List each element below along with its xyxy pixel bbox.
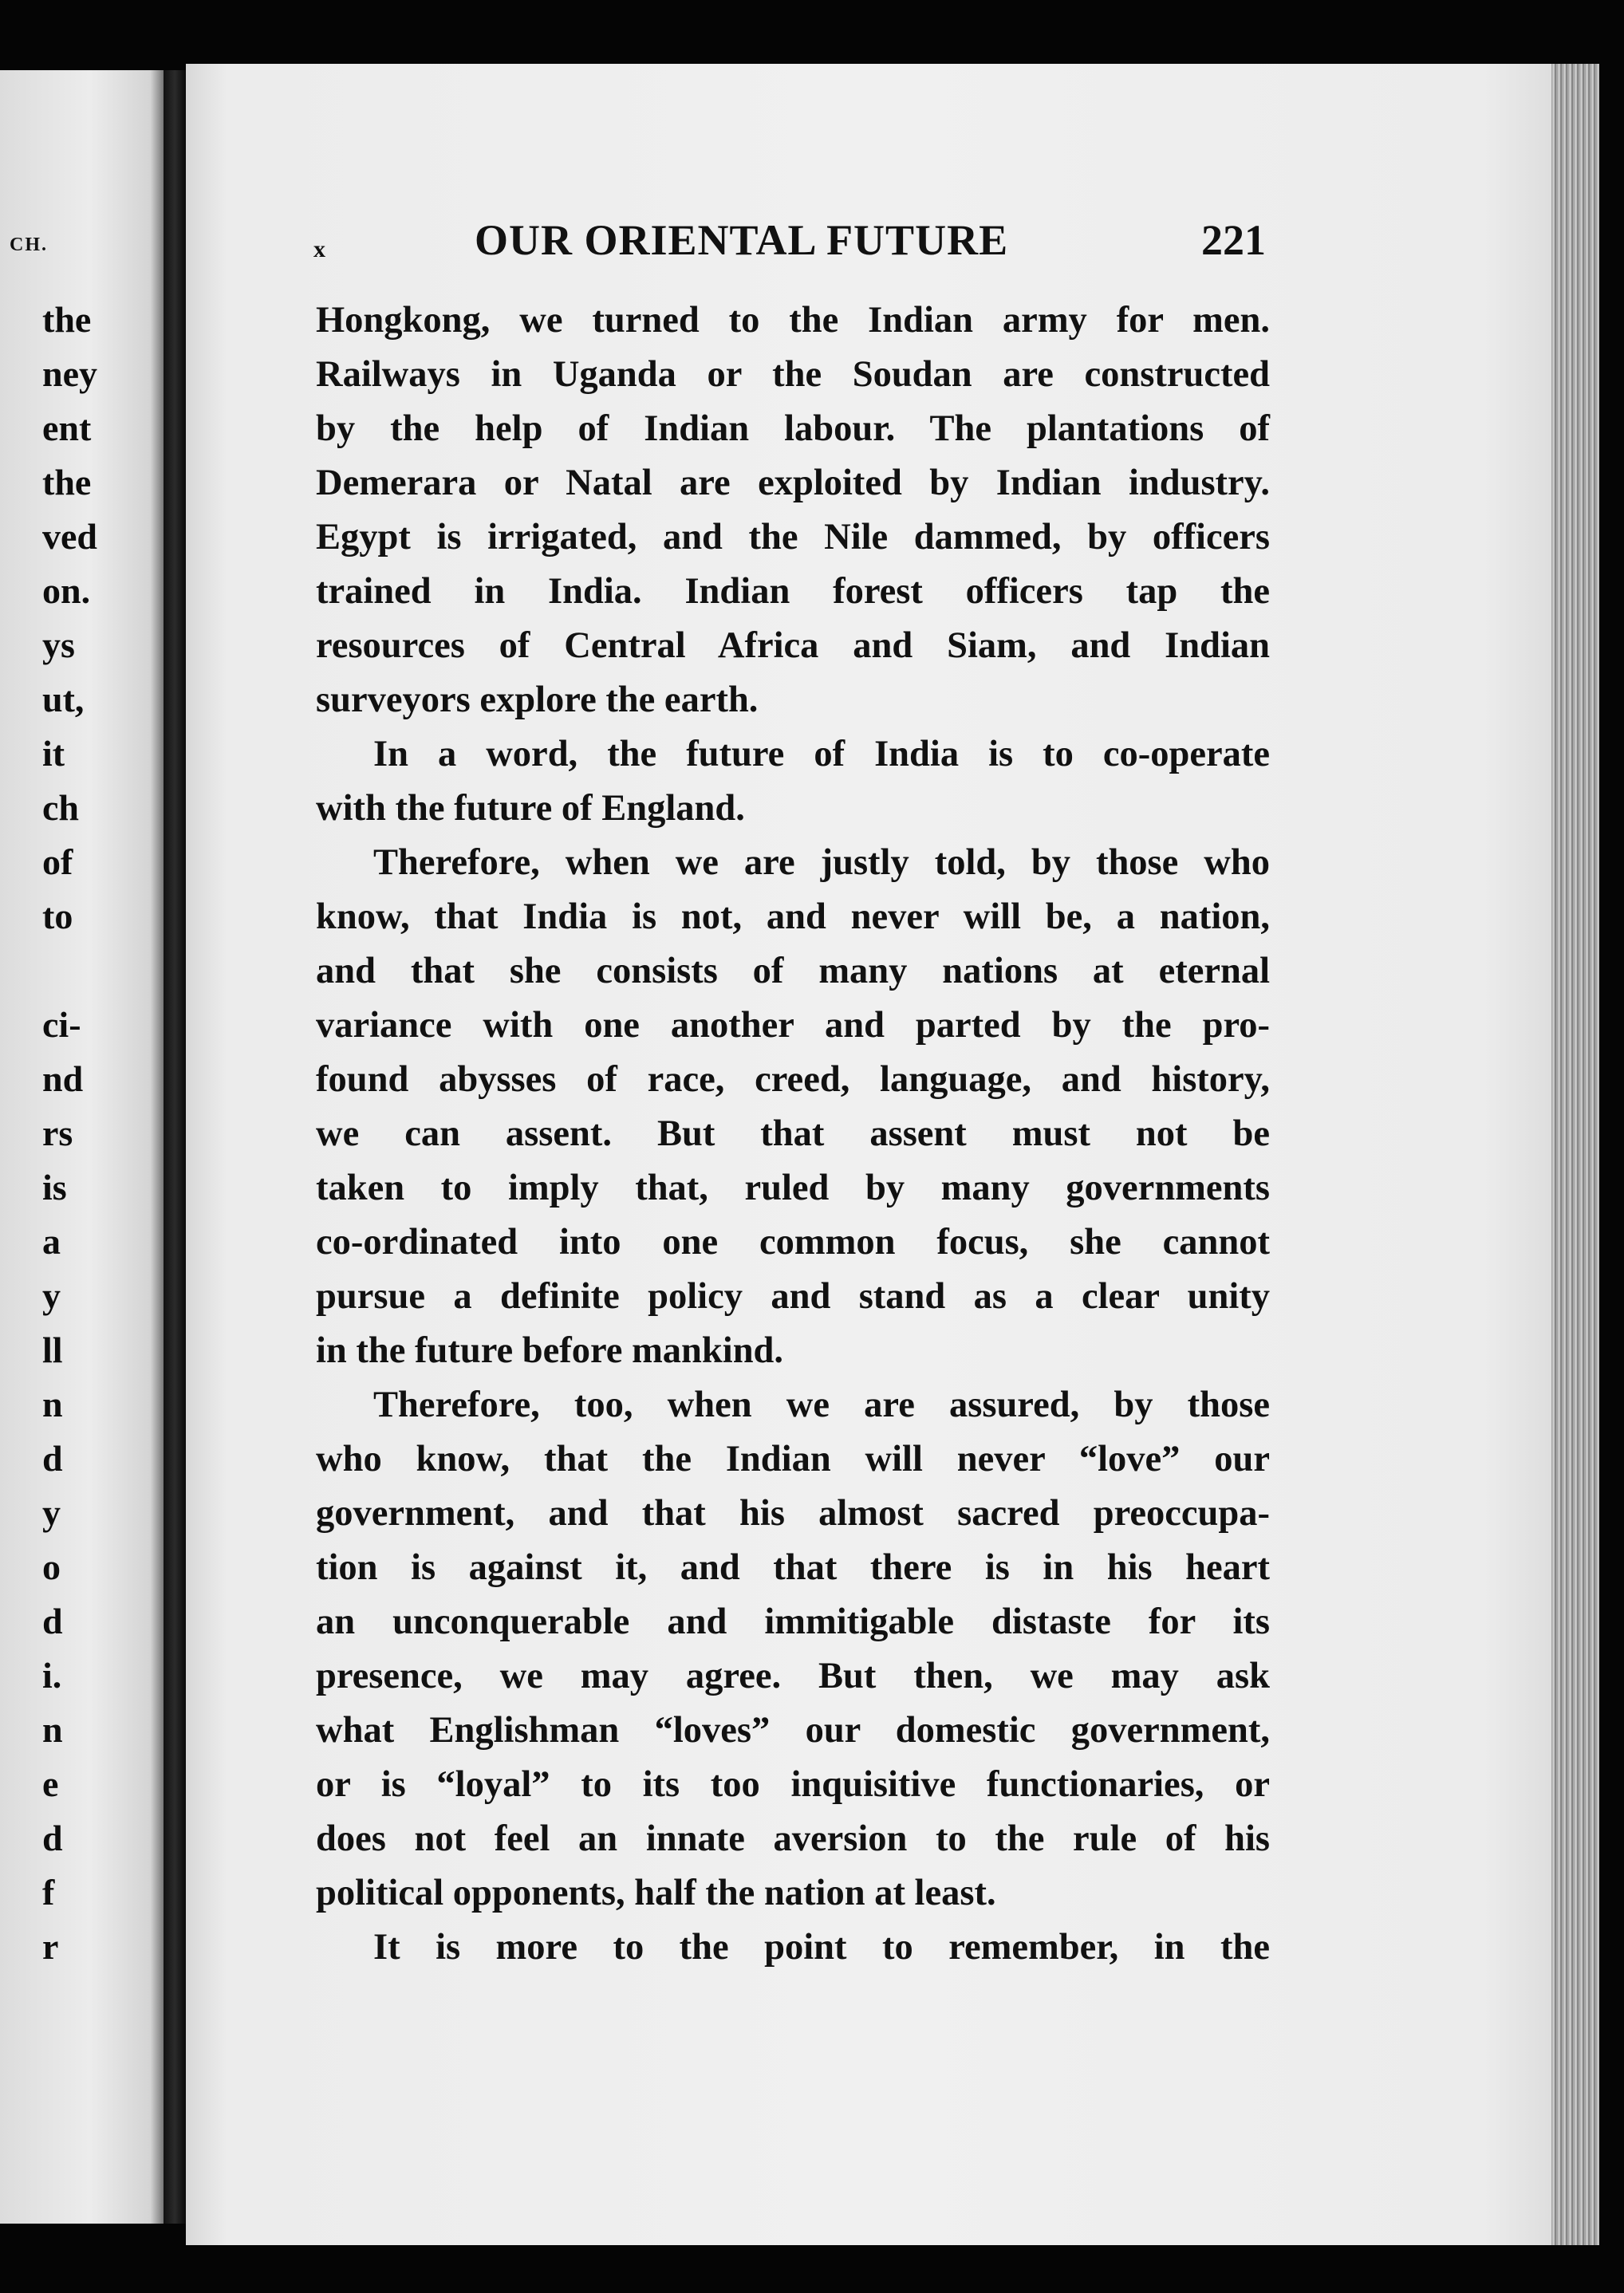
left-page-fragment: ll (42, 1330, 63, 1370)
left-page-header: CH. (10, 234, 48, 255)
text-line: in the future before mankind. (316, 1330, 784, 1371)
text-line: variance with one another and parted by the pro- (316, 1005, 1270, 1046)
page-edges (1551, 64, 1599, 2245)
book-gutter (164, 70, 186, 2224)
left-page-fragment: nd (42, 1058, 84, 1099)
left-page-fragment: a (42, 1221, 61, 1262)
text-line: Demerara or Natal are exploited by Indian industry. (316, 463, 1270, 503)
left-page-fragment: n (42, 1709, 63, 1750)
text-line: know, that India is not, and never will be, a nation, (316, 896, 1270, 937)
text-line: Hongkong, we turned to the Indian army for men. (316, 300, 1270, 341)
left-page-fragment: d (42, 1818, 63, 1858)
text-line: with the future of England. (316, 788, 745, 829)
text-line: presence, we may agree. But then, we may ask (316, 1656, 1270, 1696)
text-line: Railways in Uganda or the Soudan are constructed (316, 354, 1270, 395)
text-line: government, and that his almost sacred preoccupa- (316, 1493, 1270, 1534)
text-line: and that she consists of many nations at eternal (316, 951, 1270, 991)
left-page-fragment: ci- (42, 1004, 81, 1045)
left-page-fragment: d (42, 1438, 63, 1479)
left-page-fragment: to (42, 896, 73, 936)
text-line: pursue a definite policy and stand as a clear unity (316, 1276, 1270, 1317)
left-page-fragment: of (42, 841, 73, 882)
body-text (316, 294, 1270, 1975)
text-line: trained in India. Indian forest officers tap the (316, 571, 1270, 612)
running-title: OUR ORIENTAL FUTURE (475, 216, 1009, 264)
section-marker: x (313, 236, 325, 262)
page-number: 221 (1201, 216, 1266, 264)
left-page-fragment: y (42, 1492, 61, 1533)
left-page-fragment: f (42, 1872, 55, 1913)
left-page-fragment: i. (42, 1655, 62, 1696)
text-line: what Englishman “loves” our domestic government, (316, 1710, 1270, 1751)
text-line: taken to imply that, ruled by many governments (316, 1168, 1270, 1208)
left-page-fragment: n (42, 1384, 63, 1424)
left-page-fragment: rs (42, 1113, 73, 1153)
left-page-fragment: ys (42, 624, 75, 665)
left-page-fragment: ent (42, 408, 92, 448)
left-page-fragment: y (42, 1275, 61, 1316)
text-line: co-ordinated into one common focus, she cannot (316, 1222, 1270, 1263)
left-page-fragment: ved (42, 516, 97, 557)
text-line: Therefore, too, when we are assured, by those (373, 1385, 1270, 1425)
left-page-fragment: d (42, 1601, 63, 1641)
text-line: Therefore, when we are justly told, by those who (373, 842, 1270, 883)
text-line: Egypt is irrigated, and the Nile dammed, by officers (316, 517, 1270, 557)
left-page-fragment: is (42, 1167, 67, 1208)
left-page-fragment: on. (42, 570, 91, 611)
text-line: does not feel an innate aversion to the rule of his (316, 1818, 1270, 1859)
text-line: by the help of Indian labour. The plantations of (316, 408, 1270, 449)
text-line: In a word, the future of India is to co-operate (373, 734, 1270, 774)
text-line: we can assent. But that assent must not be (316, 1113, 1270, 1154)
left-page-fragment: ney (42, 353, 97, 394)
left-page-fragment: o (42, 1546, 61, 1587)
left-page-fragment: it (42, 733, 65, 774)
text-line: It is more to the point to remember, in the (373, 1927, 1270, 1968)
left-page-fragment: ch (42, 787, 79, 828)
left-page-fragment: e (42, 1763, 59, 1804)
text-line: an unconquerable and immitigable distaste for its (316, 1602, 1270, 1642)
left-page-fragment: r (42, 1926, 59, 1967)
text-line: political opponents, half the nation at least. (316, 1873, 996, 1913)
running-header (313, 215, 1271, 263)
text-line: resources of Central Africa and Siam, and Indian (316, 625, 1270, 666)
text-line: who know, that the Indian will never “love” our (316, 1439, 1270, 1479)
text-line: or is “loyal” to its too inquisitive functionaries, or (316, 1764, 1270, 1805)
text-line: tion is against it, and that there is in his heart (316, 1547, 1270, 1588)
text-line: found abysses of race, creed, language, and history, (316, 1059, 1270, 1100)
left-page (0, 70, 164, 2224)
left-page-fragment: the (42, 462, 92, 502)
text-line: surveyors explore the earth. (316, 680, 759, 720)
left-page-fragment: the (42, 299, 92, 340)
left-page-fragment: ut, (42, 679, 85, 719)
